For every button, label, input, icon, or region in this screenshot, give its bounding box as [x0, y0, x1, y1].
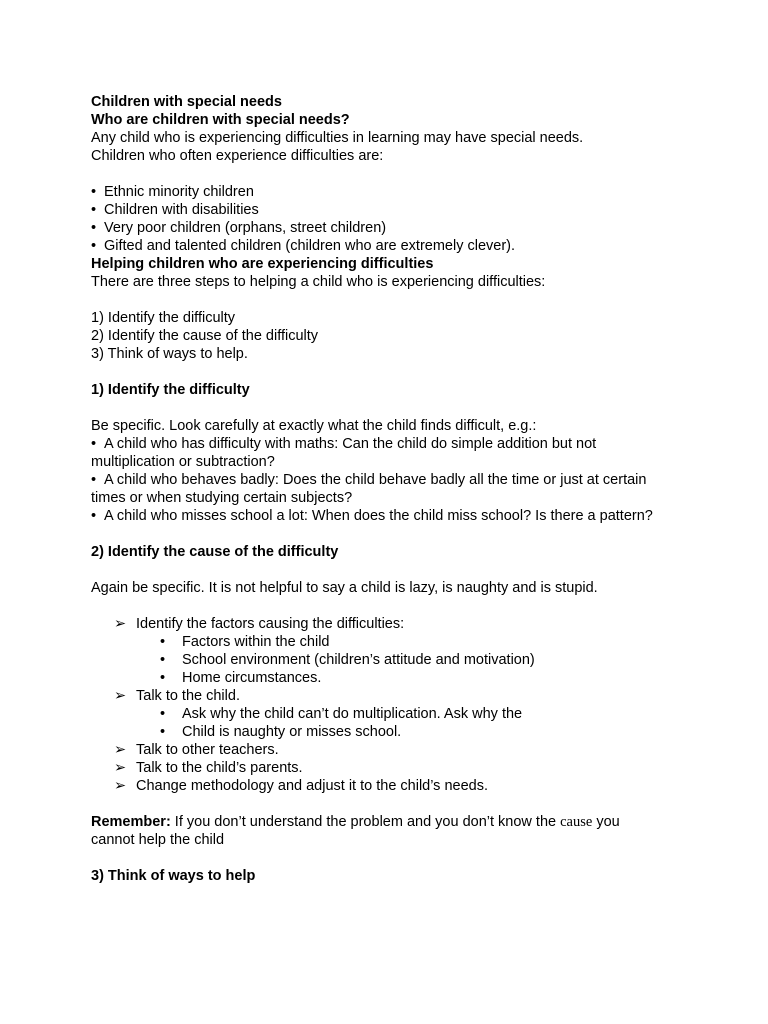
list-item: • A child who behaves badly: Does the child behave badly all the time or just at certain	[91, 471, 691, 489]
spacer	[91, 561, 691, 579]
arrow-list-label: Talk to the child.	[136, 688, 240, 704]
remember-continuation: cannot help the child	[91, 832, 225, 848]
document-content	[91, 93, 691, 885]
step-item: 3) Think of ways to help.	[91, 346, 248, 362]
cause-word: cause	[560, 814, 593, 830]
remember-paragraph	[91, 813, 691, 831]
intro-line: Children who often experience difficulties are:	[91, 148, 384, 164]
spacer	[91, 597, 691, 615]
remember-text-end: you	[592, 814, 620, 830]
paragraph: There are three steps to helping a child who is experiencing difficulties:	[91, 274, 546, 290]
list-item: • Very poor children (orphans, street children)	[91, 219, 691, 237]
sub-list-item	[91, 723, 691, 741]
paragraph: Be specific. Look carefully at exactly what the child finds difficult, e.g.:	[91, 418, 537, 434]
list-item: • Ethnic minority children	[91, 183, 691, 201]
bullet-icon: •	[160, 634, 166, 650]
document-title: Children with special needs	[91, 94, 282, 110]
arrowhead-bullet-icon: ➢	[114, 742, 127, 758]
bullet-icon: •	[160, 706, 166, 722]
sub-list-label: Ask why the child can’t do multiplication. Ask why the	[182, 706, 523, 722]
paragraph: Again be specific. It is not helpful to say a child is lazy, is naughty and is stupid.	[91, 580, 598, 596]
remember-text: If you don’t understand the problem and you don’t know the	[170, 814, 561, 830]
step-item: 2) Identify the cause of the difficulty	[91, 328, 319, 344]
list-item: • Children with disabilities	[91, 201, 691, 219]
list-item: • Gifted and talented children (children who are extremely clever).	[91, 237, 691, 255]
spacer	[91, 795, 691, 813]
bullet-icon: •	[160, 724, 166, 740]
sub-list-label: School environment (children’s attitude and motivation)	[182, 652, 535, 668]
section-heading: Helping children who are experiencing difficulties	[91, 256, 434, 272]
arrowhead-bullet-icon: ➢	[114, 616, 127, 632]
list-item: • A child who has difficulty with maths: Can the child do simple addition but not	[91, 435, 691, 453]
section-heading: 2) Identify the cause of the difficulty	[91, 544, 339, 560]
list-item-continuation: times or when studying certain subjects?	[91, 490, 353, 506]
arrow-list-label: Talk to the child’s parents.	[136, 760, 303, 776]
arrow-list-label: Identify the factors causing the difficulties:	[136, 616, 405, 632]
sub-list-item	[91, 633, 691, 651]
arrow-list-item	[91, 777, 691, 795]
remember-label: Remember:	[91, 814, 171, 830]
sub-list-label: Home circumstances.	[182, 670, 322, 686]
spacer	[91, 849, 691, 867]
arrow-list-item	[91, 741, 691, 759]
arrowhead-bullet-icon: ➢	[114, 688, 127, 704]
sub-list-item	[91, 651, 691, 669]
step-item: 1) Identify the difficulty	[91, 310, 236, 326]
section-heading: 1) Identify the difficulty	[91, 382, 250, 398]
arrow-list-label: Change methodology and adjust it to the child’s needs.	[136, 778, 489, 794]
spacer	[91, 399, 691, 417]
list-item: • A child who misses school a lot: When does the child miss school? Is there a pattern?	[91, 507, 691, 525]
sub-list-item	[91, 669, 691, 687]
bullet-icon: •	[160, 670, 166, 686]
arrowhead-bullet-icon: ➢	[114, 760, 127, 776]
sub-list-label: Child is naughty or misses school.	[182, 724, 402, 740]
spacer	[91, 525, 691, 543]
intro-line: Any child who is experiencing difficulties in learning may have special needs.	[91, 130, 584, 146]
list-item-continuation: multiplication or subtraction?	[91, 454, 275, 470]
arrow-list-item	[91, 615, 691, 633]
sub-list-item	[91, 705, 691, 723]
sub-list-label: Factors within the child	[182, 634, 330, 650]
arrow-list-item	[91, 759, 691, 777]
section-heading: 3) Think of ways to help	[91, 868, 256, 884]
spacer	[91, 291, 691, 309]
spacer	[91, 165, 691, 183]
arrow-list-item	[91, 687, 691, 705]
arrow-list-label: Talk to other teachers.	[136, 742, 279, 758]
bullet-icon: •	[160, 652, 166, 668]
spacer	[91, 363, 691, 381]
arrowhead-bullet-icon: ➢	[114, 778, 127, 794]
document-subtitle: Who are children with special needs?	[91, 112, 350, 128]
